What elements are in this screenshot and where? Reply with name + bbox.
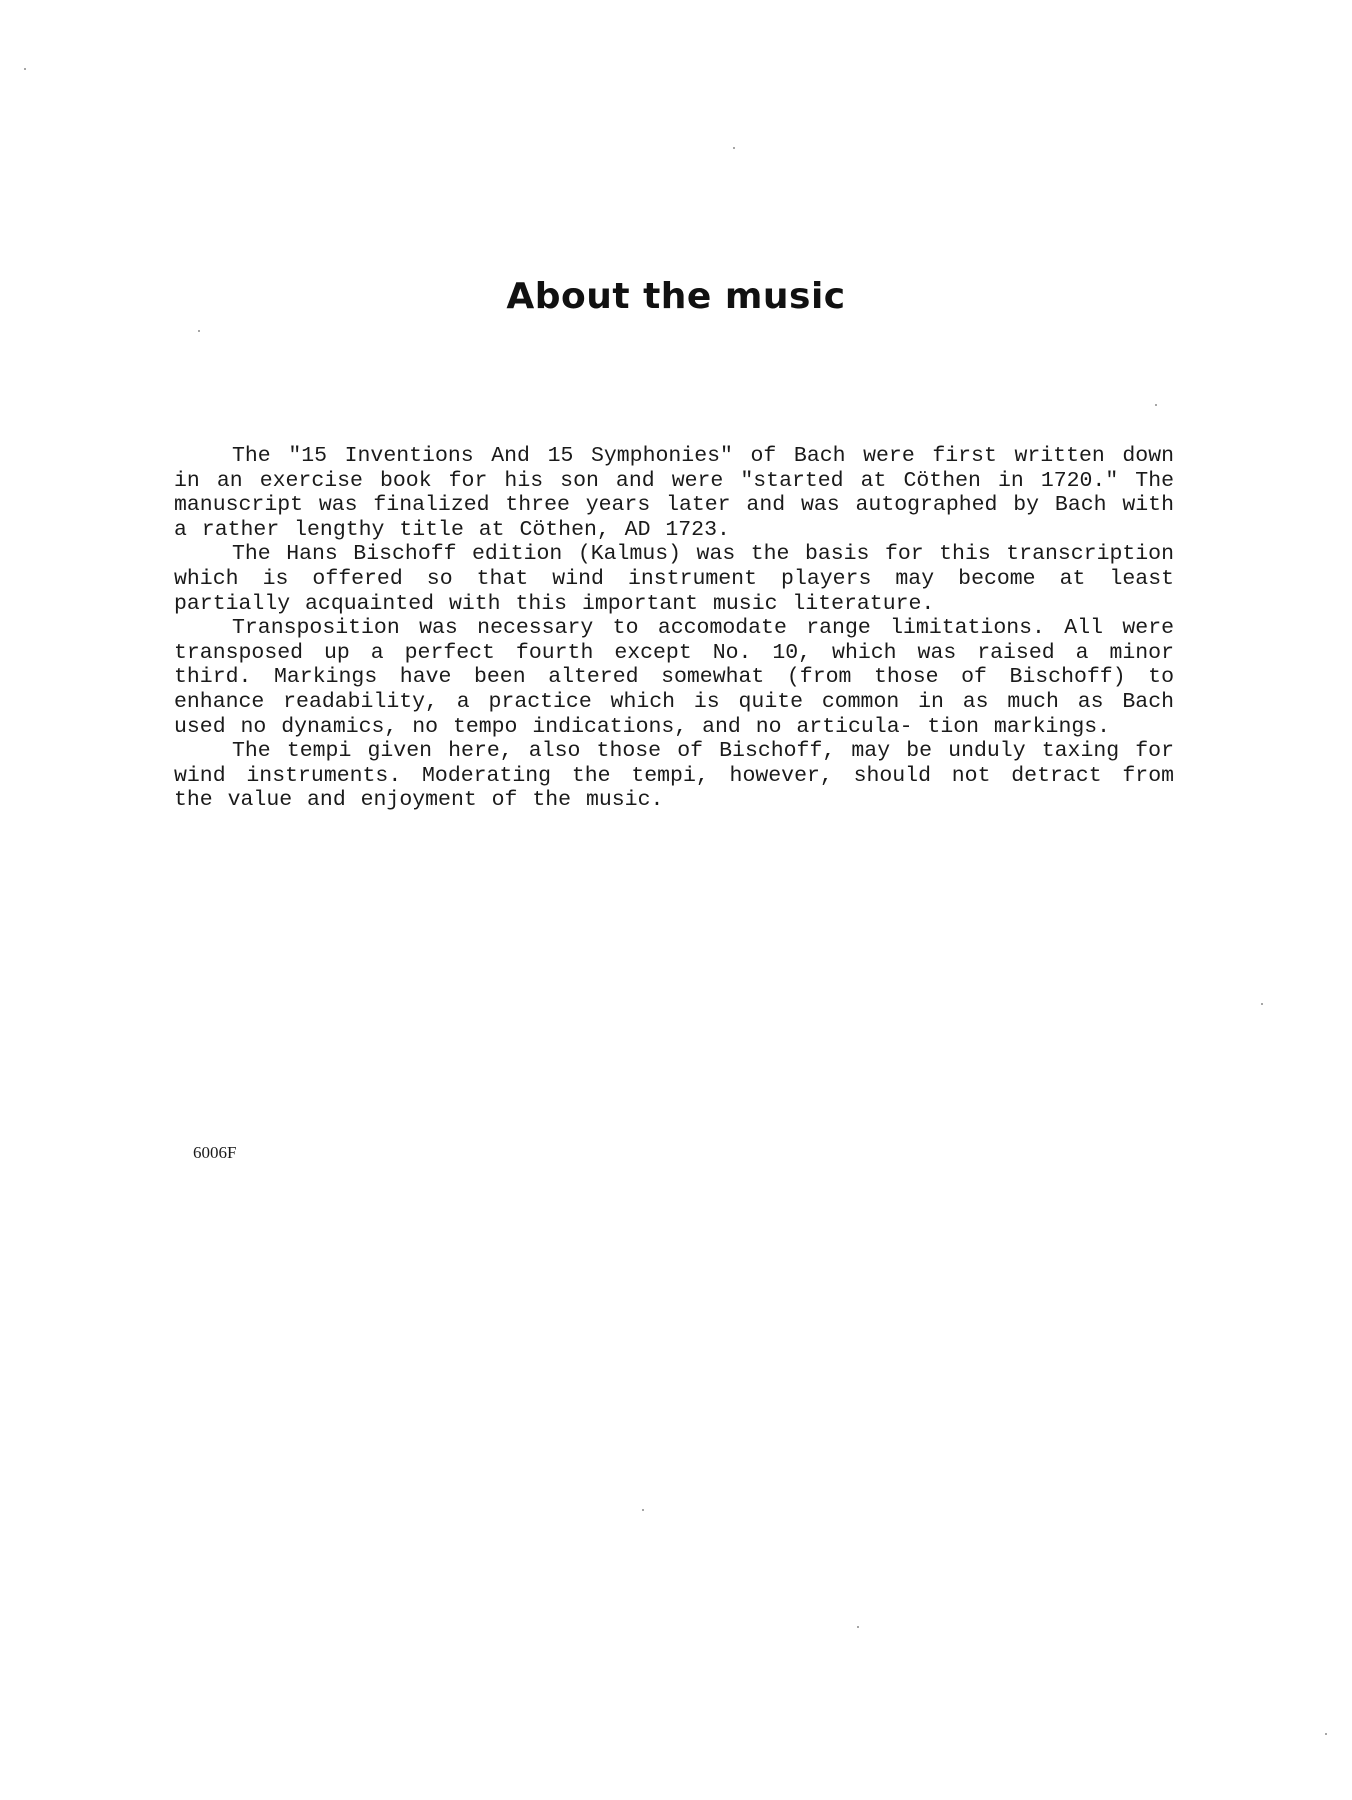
footer-code: 6006F <box>193 1143 237 1162</box>
scan-speck <box>1155 404 1157 406</box>
scan-speck <box>1325 1733 1327 1735</box>
paragraph-edition: The Hans Bischoff edition (Kalmus) was the basis for this transcription which is offered so that wind instrument players may become at least partially acquainted with this important music literature. <box>174 542 1174 616</box>
body-text <box>174 444 1174 813</box>
scan-speck <box>24 68 26 70</box>
paragraph-tempi: The tempi given here, also those of Bischoff, may be unduly taxing for wind instruments. Moderating the tempi, however, should not detract from the value and enjoyment of the music. <box>174 739 1174 813</box>
paragraph-transposition: Transposition was necessary to accomodate range limitations. All were transposed up a perfect fourth except No. 10, which was raised a minor third. Markings have been altered somewhat (from those of Bischoff) to enhance readability, a practice which is quite common in as much as Bach used no dynamics, no tempo indications, and no articula- tion markings. <box>174 616 1174 739</box>
scan-speck <box>1261 1003 1263 1005</box>
scan-speck <box>857 1626 859 1628</box>
scan-speck <box>198 330 200 332</box>
page-title: About the music <box>506 276 846 317</box>
scan-speck <box>642 1509 644 1511</box>
scan-speck <box>733 147 735 149</box>
paragraph-history: The "15 Inventions And 15 Symphonies" of Bach were first written down in an exercise book for his son and were "started at Cöthen in 1720." The manuscript was finalized three years later and was autographed by Bach with a rather lengthy title at Cöthen, AD 1723. <box>174 444 1174 542</box>
